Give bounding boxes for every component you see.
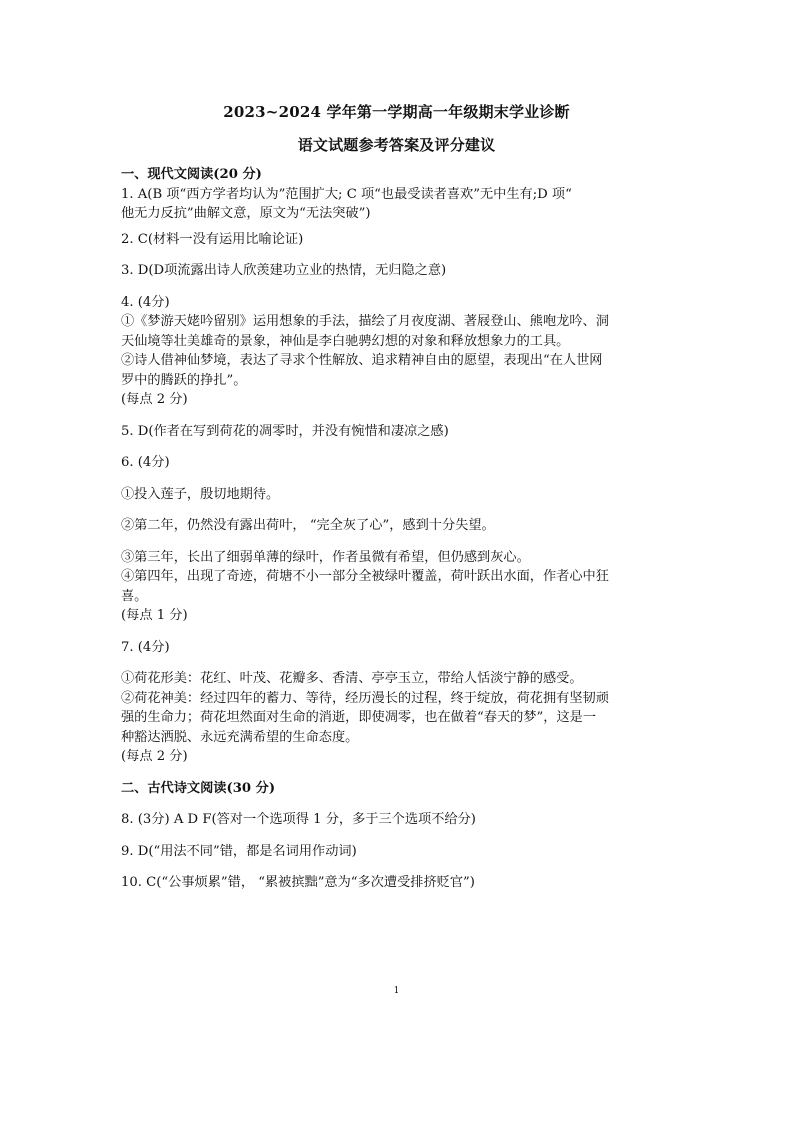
answer-q6-rest — [121, 548, 681, 626]
answer-q3: 3. D(D项流露出诗人欣羡建功立业的热情，无归隐之意) — [121, 263, 447, 278]
answer-q6-point: ②第二年，仍然没有露出荷叶， “完全灰了心”，感到十分失望。 — [121, 518, 495, 533]
answer-line: (每点 1 分) — [121, 608, 188, 623]
document-title: 2023~2024 学年第一学期高一年级期末学业诊断 — [223, 103, 570, 121]
answer-line: 1. A(B 项“西方学者均认为”范围扩大; C 项“也最受读者喜欢”无中生有;D 项“ — [121, 186, 572, 202]
section-heading-classical-reading: 二、古代诗文阅读(30 分) — [121, 780, 276, 796]
answer-content — [121, 165, 681, 893]
answer-line: ④第四年，出现了奇迹，荷塘不小一部分全被绿叶覆盖，荷叶跃出水面，作者心中狂 — [121, 569, 609, 584]
answer-line: 罗中的腾跃的挣扎”。 — [121, 372, 247, 388]
answer-line: 喜。 — [121, 588, 148, 604]
section-heading-modern-reading: 一、现代文阅读(20 分) — [121, 167, 262, 182]
answer-q2: 2. C(材料一没有运用比喻论证) — [121, 231, 304, 247]
answer-q8: 8. (3分) A D F(答对一个选项得 1 分，多于三个选项不给分) — [121, 812, 476, 827]
answer-q6-point: ①投入莲子，殷切地期待。 — [121, 486, 280, 502]
answer-line: ①《梦游天姥吟留别》运用想象的手法，描绘了月夜度湖、著屐登山、熊咆龙吟、洞 — [121, 314, 609, 329]
answer-line: 种豁达洒脱、永远充满希望的生命态度。 — [121, 729, 359, 745]
answer-line: (每点 2 分) — [121, 392, 188, 407]
answer-q7-body — [121, 669, 681, 767]
page-number: 1 — [393, 986, 400, 996]
answer-line: ②诗人借神仙梦境，表达了寻求个性解放、追求精神自由的愿望，表现出“在人世网 — [121, 353, 603, 368]
answer-line: 强的生命力；荷花坦然面对生命的消逝，即使凋零，也在做着“春天的梦”，这是一 — [121, 710, 597, 725]
answer-line: 天仙境等壮美雄奇的景象，神仙是李白驰骋幻想的对象和释放想象力的工具。 — [121, 333, 570, 349]
answer-q7-heading: 7. (4分) — [121, 639, 170, 655]
answer-line: 他无力反抗”曲解文意，原文为“无法突破”) — [121, 206, 371, 221]
answer-line: (每点 2 分) — [121, 749, 188, 764]
answer-q10: 10. C(“公事烦累”错， “累被摈黜”意为“多次遭受排挤贬官”) — [121, 875, 475, 890]
answer-line: ③第三年，长出了细弱单薄的绿叶，作者虽微有希望，但仍感到灰心。 — [121, 549, 530, 565]
answer-q5: 5. D(作者在写到荷花的凋零时，并没有惋惜和凄凉之感) — [121, 423, 449, 439]
answer-line: 4. (4分) — [121, 294, 170, 310]
answer-line: ①荷花形美：花红、叶茂、花瓣多、香清、亭亭玉立，带给人恬淡宁静的感受。 — [121, 671, 583, 686]
document-subtitle: 语文试题参考答案及评分建议 — [297, 136, 496, 154]
answer-q4 — [121, 293, 681, 410]
answer-q6-heading: 6. (4分) — [121, 455, 170, 470]
answer-q1 — [121, 185, 681, 224]
answer-line: ②荷花神美：经过四年的蓄力、等待，经历漫长的过程，终于绽放，荷花拥有坚韧顽 — [121, 690, 609, 706]
answer-q9: 9. D(“用法不同”错，都是名词用作动词) — [121, 843, 357, 859]
